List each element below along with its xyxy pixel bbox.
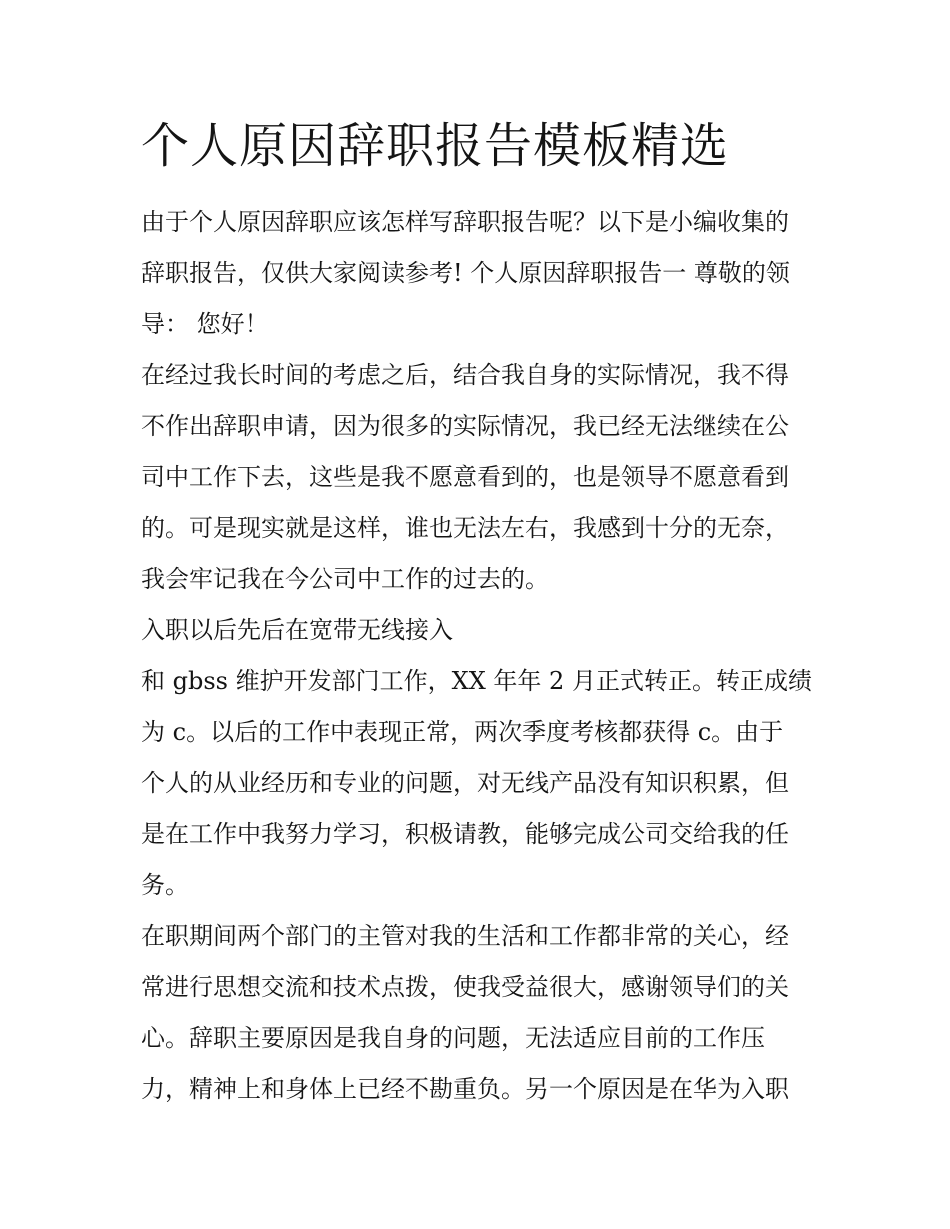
body-line: 常进行思想交流和技术点拨，使我受益很大，感谢领导们的关: [141, 973, 789, 1001]
body-line: 个人的从业经历和专业的问题，对无线产品没有知识积累，但: [141, 769, 789, 797]
body-line: 力，精神上和身体上已经不勘重负。另一个原因是在华为入职: [141, 1075, 789, 1103]
body-line: 在经过我长时间的考虑之后，结合我自身的实际情况，我不得: [141, 361, 789, 389]
body-line: 司中工作下去，这些是我不愿意看到的，也是领导不愿意看到: [141, 463, 789, 491]
body-line: 在职期间两个部门的主管对我的生活和工作都非常的关心，经: [141, 922, 789, 950]
body-line: 心。辞职主要原因是我自身的问题，无法适应目前的工作压: [141, 1024, 765, 1052]
body-line: 入职以后先后在宽带无线接入: [141, 616, 453, 644]
body-line: 不作出辞职申请，因为很多的实际情况，我已经无法继续在公: [141, 412, 789, 440]
body-line: 由于个人原因辞职应该怎样写辞职报告呢？以下是小编收集的: [141, 208, 789, 236]
body-line: 为 c。以后的工作中表现正常，两次季度考核都获得 c。由于: [141, 718, 784, 746]
body-line: 和 gbss 维护开发部门工作，XX 年年 2 月正式转正。转正成绩: [141, 667, 812, 695]
body-line: 是在工作中我努力学习，积极请教，能够完成公司交给我的任: [141, 820, 789, 848]
body-line: 的。可是现实就是这样，谁也无法左右，我感到十分的无奈，: [141, 514, 789, 542]
body-line: 辞职报告，仅供大家阅读参考! 个人原因辞职报告一 尊敬的领: [141, 259, 790, 287]
document-title: 个人原因辞职报告模板精选: [141, 118, 730, 174]
body-line: 导： 您好！: [141, 310, 269, 338]
body-line: 务。: [141, 871, 189, 899]
body-line: 我会牢记我在今公司中工作的过去的。: [141, 565, 549, 593]
